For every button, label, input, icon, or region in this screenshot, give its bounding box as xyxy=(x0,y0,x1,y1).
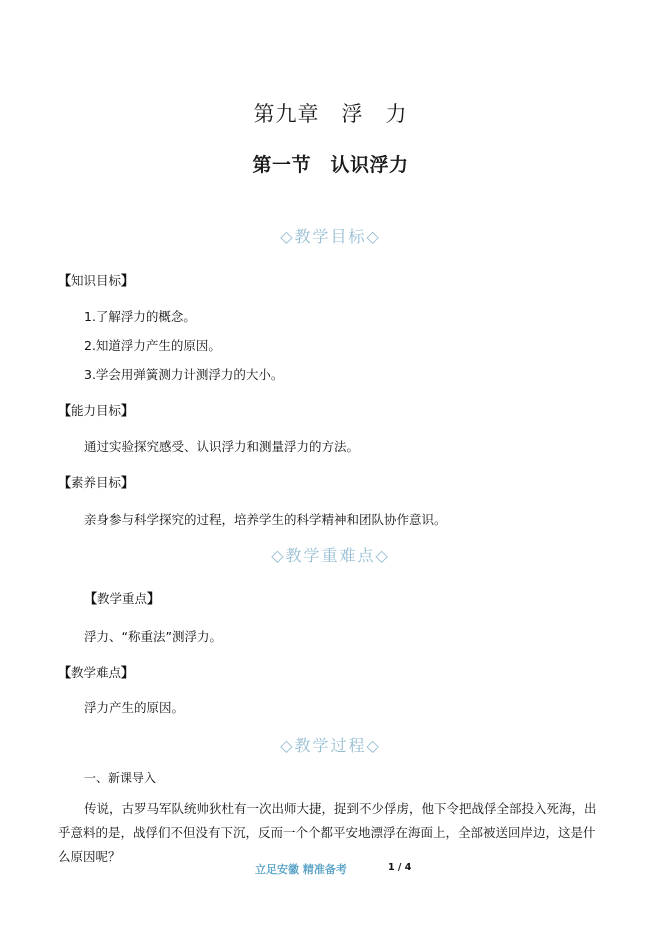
process-heading: 一、新课导入 xyxy=(84,771,157,785)
banner-teaching-process: ◇教学过程◇ xyxy=(280,736,381,755)
section-title: 第一节 认识浮力 xyxy=(252,154,409,176)
knowledge-item-2: 2.知道浮力产生的原因。 xyxy=(84,338,221,353)
ability-objectives-text: 能力目标 xyxy=(71,403,122,418)
banner-key-difficult-points: ◇教学重难点◇ xyxy=(271,546,390,565)
footer-slogan: 立足安徽 精准备考 xyxy=(255,863,347,876)
key-point-label-text: 教学重点 xyxy=(97,591,148,606)
chapter-title: 第九章 浮 力 xyxy=(253,102,408,126)
knowledge-objectives-text: 知识目标 xyxy=(71,273,122,288)
banner-teaching-objectives: ◇教学目标◇ xyxy=(280,227,381,246)
knowledge-item-1: 1.了解浮力的概念。 xyxy=(84,309,196,324)
knowledge-item-3: 3.学会用弹簧测力计测浮力的大小。 xyxy=(84,367,284,382)
key-point-label: 【教学重点】 xyxy=(84,591,161,607)
ability-objectives-label: 【能力目标】 xyxy=(58,403,135,419)
page-number: 1 / 4 xyxy=(388,862,412,873)
knowledge-objectives-label: 【知识目标】 xyxy=(58,273,135,289)
difficult-point-label: 【教学难点】 xyxy=(58,665,135,681)
difficult-point-label-text: 教学难点 xyxy=(71,665,122,680)
literacy-objectives-label: 【素养目标】 xyxy=(58,475,135,491)
key-point-text: 浮力、“称重法”测浮力。 xyxy=(84,629,222,644)
literacy-objectives-text: 素养目标 xyxy=(71,475,122,490)
literacy-objective-text: 亲身参与科学探究的过程，培养学生的科学精神和团队协作意识。 xyxy=(84,512,447,527)
ability-objective-text: 通过实验探究感受、认识浮力和测量浮力的方法。 xyxy=(84,439,360,454)
process-paragraph: 传说，古罗马军队统帅狄杜有一次出师大捷，捉到不少俘虏，他下令把战俘全部投入死海，出乎意料的是，战俘们不但没有下沉，反而一个个都平安地漂浮在海面上，全部被送回岸边，这是什么原因呢？ xyxy=(58,801,597,864)
difficult-point-text: 浮力产生的原因。 xyxy=(84,700,185,715)
